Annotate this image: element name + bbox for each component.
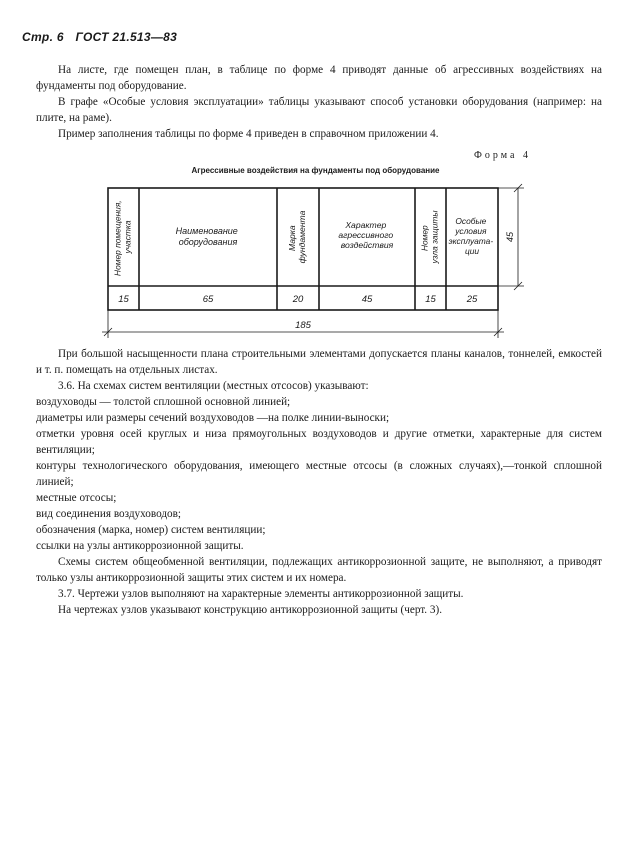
- list-item: ссылки на узлы антикоррозионной защиты.: [36, 540, 244, 552]
- header-equipment-name: Наименование оборудования: [175, 226, 238, 247]
- header-protection-node: Номер узла защиты: [419, 210, 440, 264]
- list-item: обозначения (марка, номер) систем вентиляции;: [36, 524, 266, 536]
- page-number: Стр. 6: [22, 30, 64, 44]
- header-room-number: Номер помещения, участка: [112, 200, 133, 276]
- paragraph: 3.6. На схемах систем вентиляции (местных отсосов) указывают:: [58, 380, 369, 392]
- list-item: воздуховоды — толстой сплошной основной линией;: [36, 396, 291, 408]
- col-width-label: 45: [361, 294, 373, 305]
- list-item: местные отсосы;: [36, 492, 117, 504]
- col-width-label: 65: [202, 294, 214, 305]
- header-foundation-mark: Марка фундамента: [287, 210, 307, 264]
- list-item: диаметры или размеры сечений воздуховодов —на полке линии-выноски;: [36, 412, 390, 424]
- total-width-label: 185: [295, 320, 311, 331]
- paragraph: При большой насыщенности плана строительными элементами допускается планы каналов, тоннелей, емкостей и т. п. помещать на отдельных листах.: [36, 348, 602, 376]
- col-width-label: 15: [425, 294, 436, 305]
- paragraph: Схемы систем общеобменной вентиляции, подлежащих антикоррозионной защите, не выполняют, а приводят только узлы антикоррозионной защиты этих систем и их номера.: [36, 556, 602, 584]
- paragraph: В графе «Особые условия эксплуатации» таблицы указывают способ установки оборудования (например: на плите, на раме).: [36, 96, 602, 124]
- paragraph: 3.7. Чертежи узлов выполняют на характерные элементы антикоррозионной защиты.: [58, 588, 464, 600]
- form-table-drawing: [0, 0, 631, 345]
- list-item: отметки уровня осей круглых и низа прямоугольных воздуховодов и другие отметки, характерные для систем вентиляции;: [36, 428, 602, 456]
- body-text: [36, 346, 602, 618]
- col-width-label: 15: [118, 294, 129, 305]
- row-height-label: 45: [505, 231, 515, 243]
- paragraph: На листе, где помещен план, в таблице по форме 4 приводят данные об агрессивных воздействиях на фундаменты под оборудование.: [36, 64, 602, 92]
- paragraph: Пример заполнения таблицы по форме 4 приведен в справочном приложении 4.: [58, 128, 439, 140]
- paragraph: На чертежах узлов указывают конструкцию антикоррозионной защиты (черт. 3).: [58, 604, 443, 616]
- list-item: контуры технологического оборудования, имеющего местные отсосы (в сложных случаях),—тонкой сплошной линией;: [36, 460, 602, 488]
- list-item: вид соединения воздуховодов;: [36, 508, 182, 520]
- header-aggression-type: Характер агрессивного воздействия: [338, 220, 394, 250]
- standard-number: ГОСТ 21.513—83: [75, 30, 178, 44]
- form-label: Форма 4: [474, 150, 531, 161]
- table-title: Агрессивные воздействия на фундаменты под оборудование: [191, 166, 440, 175]
- col-width-label: 20: [292, 294, 304, 305]
- header-special-conditions: Особые условия эксплуата- ции: [448, 216, 494, 256]
- col-width-label: 25: [466, 294, 478, 305]
